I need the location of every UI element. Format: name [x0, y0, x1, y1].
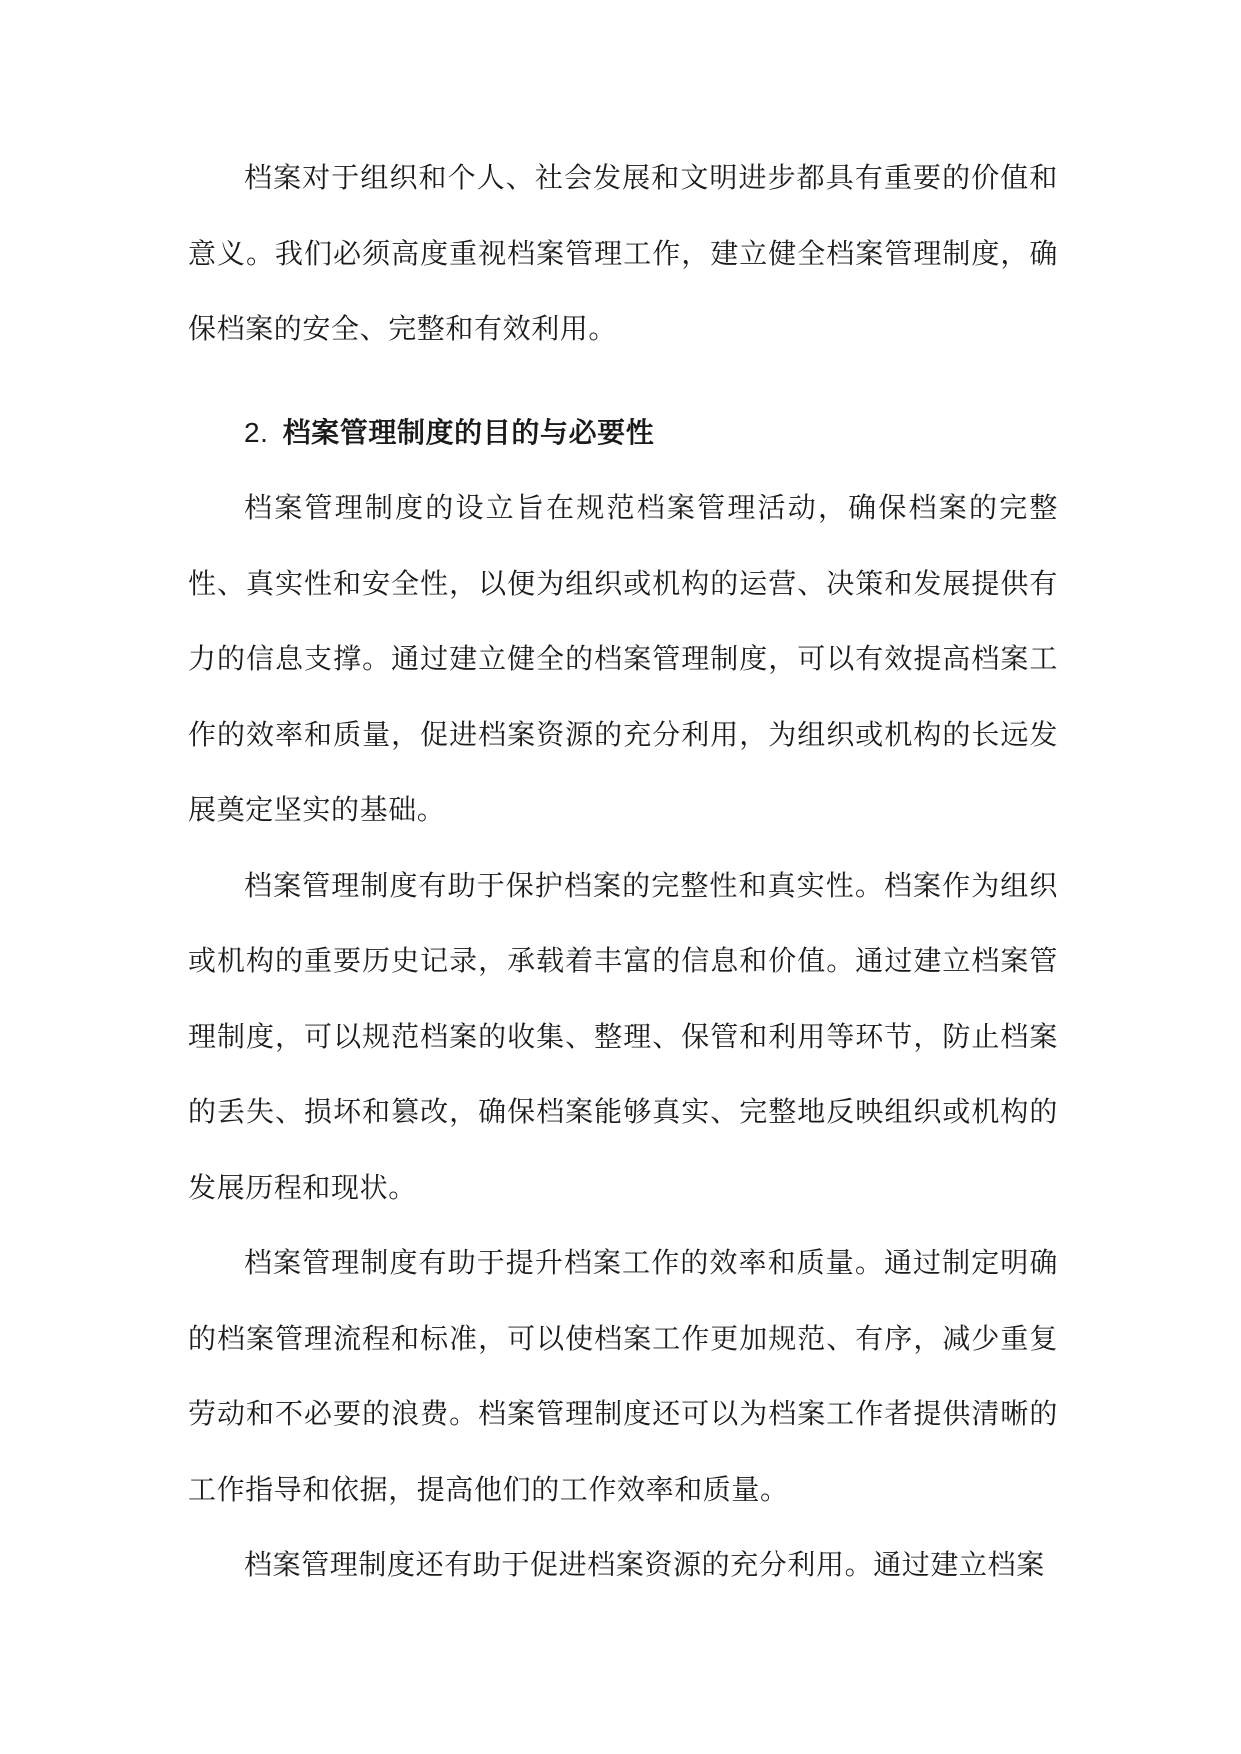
- paragraph-efficiency: 档案管理制度有助于提升档案工作的效率和质量。通过制定明确的档案管理流程和标准，可以使档案工作更加规范、有序，减少重复劳动和不必要的浪费。档案管理制度还可以为档案工作者提供清晰的工作指导和依据，提高他们的工作效率和质量。: [188, 1246, 1058, 1506]
- paragraph-integrity: 档案管理制度有助于保护档案的完整性和真实性。档案作为组织或机构的重要历史记录，承载着丰富的信息和价值。通过建立档案管理制度，可以规范档案的收集、整理、保管和利用等环节，防止档案的丢失、损坏和篡改，确保档案能够真实、完整地反映组织或机构的发展历程和现状。: [188, 868, 1058, 1204]
- section-title: 档案管理制度的目的与必要性: [282, 415, 655, 449]
- paragraph-archive-value: 档案对于组织和个人、社会发展和文明进步都具有重要的价值和意义。我们必须高度重视档案管理工作，建立健全档案管理制度，确保档案的安全、完整和有效利用。: [188, 161, 1058, 345]
- paragraph-utilization: 档案管理制度还有助于促进档案资源的充分利用。通过建立档案: [244, 1548, 1045, 1581]
- section-heading: [188, 395, 1058, 471]
- section-number: 2.: [244, 416, 269, 448]
- document-body: [188, 140, 1058, 1603]
- paragraph-purpose: 档案管理制度的设立旨在规范档案管理活动，确保档案的完整性、真实性和安全性，以便为组织或机构的运营、决策和发展提供有力的信息支撑。通过建立健全的档案管理制度，可以有效提高档案工作的效率和质量，促进档案资源的充分利用，为组织或机构的长远发展奠定坚实的基础。: [188, 491, 1058, 826]
